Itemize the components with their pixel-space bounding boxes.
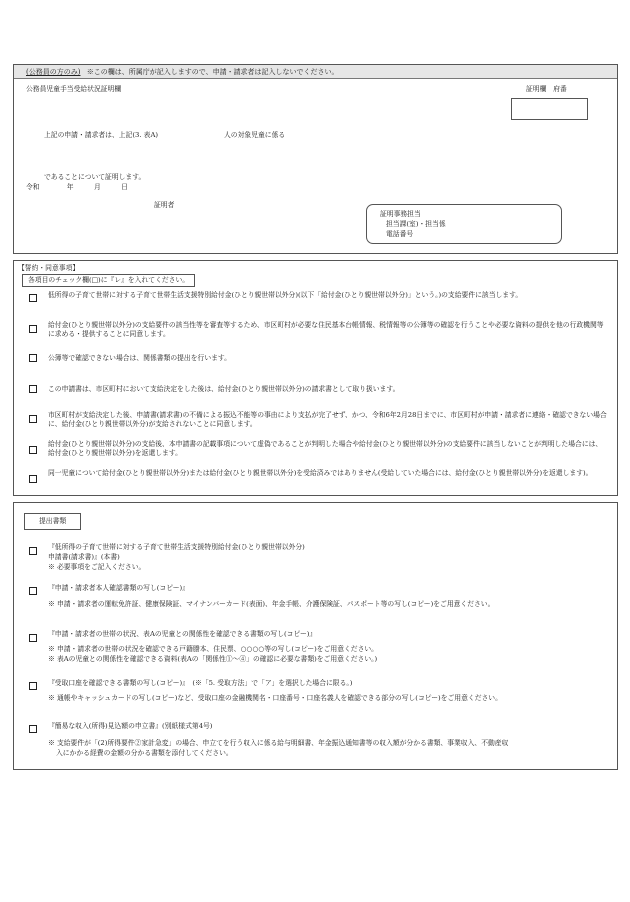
pledge-checkbox-6[interactable] <box>29 446 37 454</box>
doc-5-note-2: 入にかかる経費の金額の分かる書類を添付してください。 <box>56 749 233 757</box>
pledge-item-3: 公簿等で確認できない場合は、関係書類の提出を行います。 <box>48 354 231 362</box>
doc-checkbox-4[interactable] <box>29 682 37 690</box>
pledge-item-1: 低所得の子育て世帯に対する子育て世帯生活支援特別給付金(ひとり親世帯以外分)(以下「給付金(ひとり親世帯以外分)」という。)の支給要件に該当します。 <box>48 291 523 299</box>
doc-1-note: ※ 必要事項をご記入ください。 <box>48 563 146 571</box>
doc-1-title-2: 申請書(請求書)』(本書) <box>48 553 120 561</box>
pledge-item-2: 給付金(ひとり親世帯以外分)の支給要件の該当性等を審査等するため、市区町村が必要な住民基本台帳情報、税情報等の公簿等の確認を行うことや必要な資料の提供を他の行政機関等に求める・提供することに同意します。 <box>48 321 604 339</box>
doc-checkbox-1[interactable] <box>29 547 37 555</box>
doc-2-note: ※ 申請・請求者の運転免許証、健康保険証、マイナンバーカード(表面)、年金手帳、介護保険証、パスポート等の写し(コピー)をご用意ください。 <box>48 600 495 608</box>
documents-section <box>13 502 618 770</box>
contact-line-2: 担当課(室)・担当係 <box>386 220 446 228</box>
pledge-checkbox-2[interactable] <box>29 325 37 333</box>
doc-4-note: ※ 通帳やキャッシュカードの写し(コピー)など、受取口座の金融機関名・口座番号・口座名義人を確認できる部分の写し(コピー)をご用意ください。 <box>48 694 502 702</box>
official-header-note: ※この欄は、所属庁が記入しますので、申請・請求者は記入しないでください。 <box>86 68 339 76</box>
pledge-section <box>13 260 618 496</box>
contact-line-1: 証明事務担当 <box>380 210 421 218</box>
pledge-title: 【誓約・同意事項】 <box>18 264 80 272</box>
doc-3-note-1: ※ 申請・請求者の世帯の状況を確認できる戸籍謄本、住民票、○○○○等の写し(コピー)をご用意ください。 <box>48 645 378 653</box>
doc-5-note-1: ※ 支給要件が「(2)所得要件②家計急変」の場合、申立てを行う収入に係る給与明細書、年金振込通知書等の収入額が分かる書類、事業収入、不動産収 <box>48 739 509 747</box>
doc-5-title: 『簡易な収入(所得)見込額の申立書』(別紙様式第4号) <box>48 722 213 730</box>
doc-1-title: 『低所得の子育て世帯に対する子育て世帯生活支援特別給付金(ひとり親世帯以外分) <box>48 543 305 551</box>
pledge-checkbox-7[interactable] <box>29 475 37 483</box>
pledge-item-5: 市区町村が支給決定した後、申請書(請求書)の不備による振込不能等の事由により支払が完了せず、かつ、令和6年2月28日までに、市区町村が申請・請求者に連絡・確認できない場合に、給付金(ひとり親世帯以外分)が支給されないことに同意します。 <box>48 411 607 429</box>
doc-2-title: 『申請・請求者本人確認書類の写し(コピー)』 <box>48 584 189 592</box>
cert-line-2: であることについて証明します。 <box>44 173 146 181</box>
doc-checkbox-2[interactable] <box>29 587 37 595</box>
official-title: 公務員児童手当受給状況証明欄 <box>26 85 122 93</box>
cert-number-label: 証明欄 府番 <box>526 85 567 93</box>
pledge-item-6: 給付金(ひとり親世帯以外分)の支給後、本申請書の記載事項について虚偽であることが判明した場合や給付金(ひとり親世帯以外分)の支給要件に該当しないことが判明した場合には、給付金(ひとり親世帯以外分)を返還します。 <box>48 440 603 458</box>
pledge-checkbox-1[interactable] <box>29 294 37 302</box>
doc-checkbox-5[interactable] <box>29 725 37 733</box>
pledge-item-4: この申請書は、市区町村において支給決定をした後は、給付金(ひとり親世帯以外分)の請求書として取り扱います。 <box>48 385 400 393</box>
cert-date: 令和 年 月 日 <box>26 183 128 191</box>
certifier-label: 証明者 <box>154 201 175 209</box>
cert-line-1: 上記の申請・請求者は、上記(3. 表A) <box>44 131 159 139</box>
pledge-instruction: 各項目のチェック欄(□)に『レ』を入れてください。 <box>22 274 195 287</box>
pledge-item-7: 同一児童について給付金(ひとり親世帯以外分)または給付金(ひとり親世帯以外分)を受給済みではありません(受給していた場合には、給付金(ひとり親世帯以外分)を返還します)。 <box>48 469 593 477</box>
official-certification-section <box>13 64 618 254</box>
official-header <box>14 65 617 79</box>
cert-line-1b: 人の対象児童に係る <box>224 131 286 139</box>
documents-title: 提出書類 <box>24 513 81 530</box>
doc-4-title: 『受取口座を確認できる書類の写し(コピー)』 (※「5. 受取方法」で「ア」を選択した場合に限る。) <box>48 679 353 687</box>
pledge-checkbox-4[interactable] <box>29 385 37 393</box>
doc-checkbox-3[interactable] <box>29 634 37 642</box>
pledge-checkbox-3[interactable] <box>29 354 37 362</box>
pledge-checkbox-5[interactable] <box>29 415 37 423</box>
contact-line-3: 電話番号 <box>386 230 414 238</box>
doc-3-note-2: ※ 表Aの児童との関係性を確認できる資料(表Aの「関係性①～④」の確認に必要な書類)をご用意ください。) <box>48 655 378 663</box>
cert-number-field[interactable] <box>511 98 588 120</box>
official-header-label: (公務員の方のみ) <box>26 68 81 76</box>
doc-3-title: 『申請・請求者の世帯の状況、表Aの児童との関係性を確認できる書類の写し(コピー)』 <box>48 630 317 638</box>
